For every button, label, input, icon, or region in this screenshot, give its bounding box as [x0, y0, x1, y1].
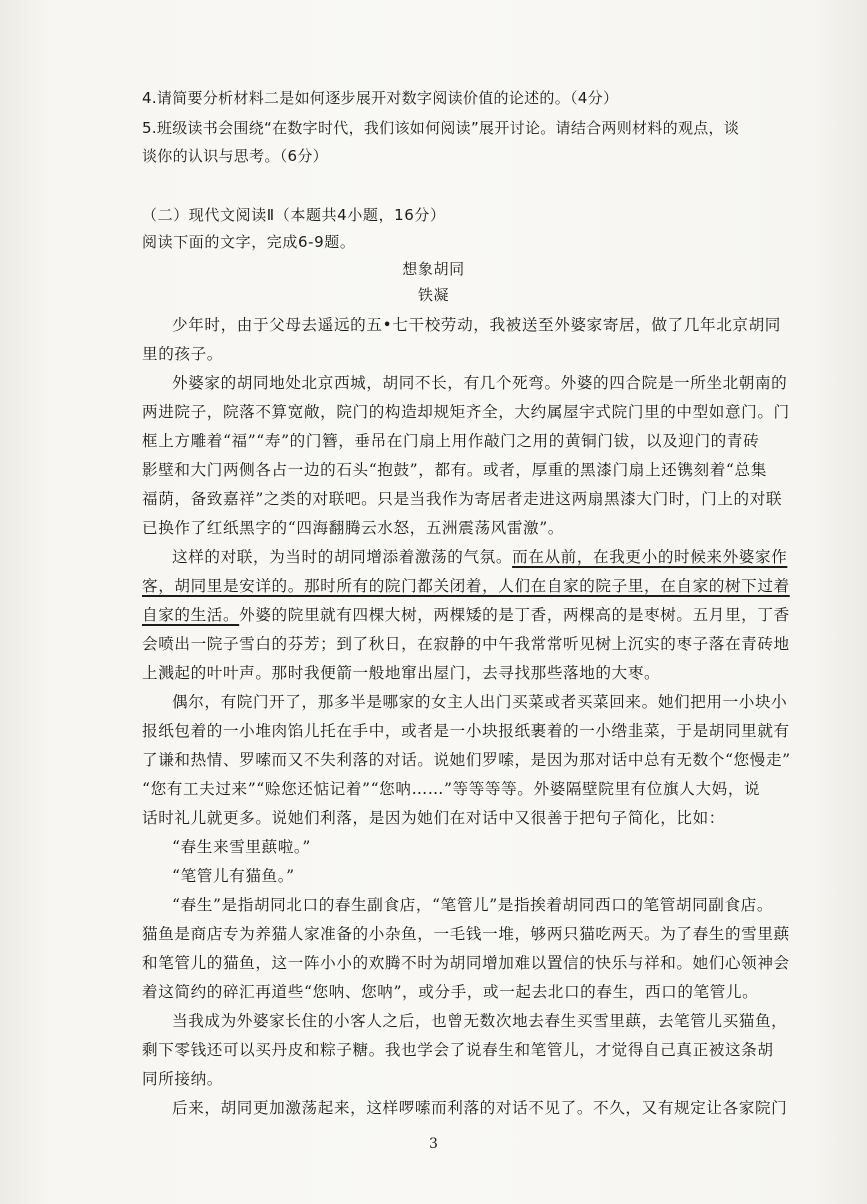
article-line: 会喷出一院子雪白的芬芳；到了秋日，在寂静的中午我常常听见树上沉实的枣子落在青砖地 — [142, 635, 790, 653]
article-line — [172, 547, 787, 567]
para3-start: 这样的对联，为当时的胡同增添着激荡的气氛。 — [172, 548, 513, 566]
article-line: “春生”是指胡同北口的春生副食店，“笔管儿”是指挨着胡同西口的笔管胡同副食店。 — [172, 896, 774, 914]
section-heading: （二）现代文阅读Ⅱ（本题共4小题，16分） — [142, 206, 446, 224]
article-title: 想象胡同 — [402, 260, 465, 278]
question-5-line-1: 5.班级读书会围绕“在数字时代，我们该如何阅读”展开讨论。请结合两则材料的观点，谈 — [142, 119, 740, 137]
article-line: 话时礼儿就更多。说她们利落，是因为她们在对话中又很善于把句子简化，比如： — [142, 809, 725, 827]
article-line: 同所接纳。 — [142, 1070, 223, 1088]
article-line — [142, 605, 790, 625]
underlined-passage: 客，胡同里是安详的。那时所有的院门都关闭着，人们在自家的院子里，在自家的树下过着 — [142, 577, 790, 595]
underlined-passage: 而在从前，在我更小的时候来外婆家作 — [512, 548, 788, 566]
article-line: 框上方雕着“福”“寿”的门簪，垂吊在门扇上用作敲门之用的黄铜门钹，以及迎门的青砖 — [142, 432, 760, 450]
question-5-line-2: 谈你的认识与思考。（6分） — [142, 147, 328, 165]
article-line: 里的孩子。 — [142, 345, 223, 363]
article-line: “笔管儿有猫鱼。” — [172, 867, 295, 885]
article-line: “您有工夫过来”“赊您还惦记着”“您呐……”等等等等。外婆隔壁院里有位旗人大妈，说 — [142, 780, 761, 798]
article-line: 影壁和大门两侧各占一边的石头“抱鼓”，都有。或者，厚重的黑漆门扇上还镌刻着“总集 — [142, 461, 767, 479]
article-line: 偶尔，有院门开了，那多半是哪家的女主人出门买菜或者买菜回来。她们把用一小块小 — [172, 693, 788, 711]
article-line: 当我成为外婆家长住的小客人之后，也曾无数次地去春生买雪里蕻，去笔管儿买猫鱼， — [172, 1012, 788, 1030]
article-line: “春生来雪里蕻啦。” — [172, 838, 311, 856]
article-line: 着这简约的碎汇再道些“您呐、您呐”，或分手，或一起去北口的春生，西口的笔管儿。 — [142, 983, 759, 1001]
page-number: 3 — [429, 1136, 438, 1152]
article-line: 福荫，备致嘉祥”之类的对联吧。只是当我作为寄居者走进这两扇黑漆大门时，门上的对联 — [142, 490, 783, 508]
section-instruction: 阅读下面的文字，完成6-9题。 — [142, 233, 356, 251]
article-line: 和笔管儿的猫鱼，这一阵小小的欢腾不时为胡同增加难以置信的快乐与祥和。她们心领神会 — [142, 954, 790, 972]
article-line: 了谦和热情、罗嗦而又不失利落的对话。说她们罗嗦，是因为那对话中总有无数个“您慢走” — [142, 751, 791, 769]
article-line: 已换作了红纸黑字的“四海翻腾云水怒，五洲震荡风雷激”。 — [142, 519, 564, 537]
para3-rest: 外婆的院里就有四棵大树，两棵矮的是丁香，两棵高的是枣树。五月里，丁香 — [239, 606, 790, 624]
article-line: 猫鱼是商店专为养猫人家准备的小杂鱼，一毛钱一堆，够两只猫吃两天。为了春生的雪里蕻 — [142, 925, 790, 943]
article-author: 铁凝 — [417, 286, 450, 304]
underlined-passage: 自家的生活。 — [142, 606, 240, 624]
article-line: 剩下零钱还可以买丹皮和粽子糖。我也学会了说春生和笔管儿，才觉得自己真正被这条胡 — [142, 1041, 774, 1059]
question-4: 4.请简要分析材料二是如何逐步展开对数字阅读价值的论述的。（4分） — [142, 89, 619, 107]
article-line: 外婆家的胡同地处北京西城，胡同不长，有几个死弯。外婆的四合院是一所坐北朝南的 — [172, 374, 788, 392]
article-line: 上溅起的叶叶声。那时我便箭一般地窜出屋门，去寻找那些落地的大枣。 — [142, 664, 661, 682]
article-line: 少年时，由于父母去遥远的五•七干校劳动，我被送至外婆家寄居，做了几年北京胡同 — [172, 316, 781, 334]
article-line: 报纸包着的一小堆肉馅儿托在手中，或者是一小块报纸裹着的一小绺韭菜，于是胡同里就有 — [142, 722, 790, 740]
article-line: 两进院子，院落不算宽敞，院门的构造却规矩齐全，大约属屋宇式院门里的中型如意门。门 — [142, 403, 790, 421]
article-line: 后来，胡同更加激荡起来，这样啰嗦而利落的对话不见了。不久，又有规定让各家院门 — [172, 1099, 788, 1117]
article-line — [142, 576, 790, 596]
